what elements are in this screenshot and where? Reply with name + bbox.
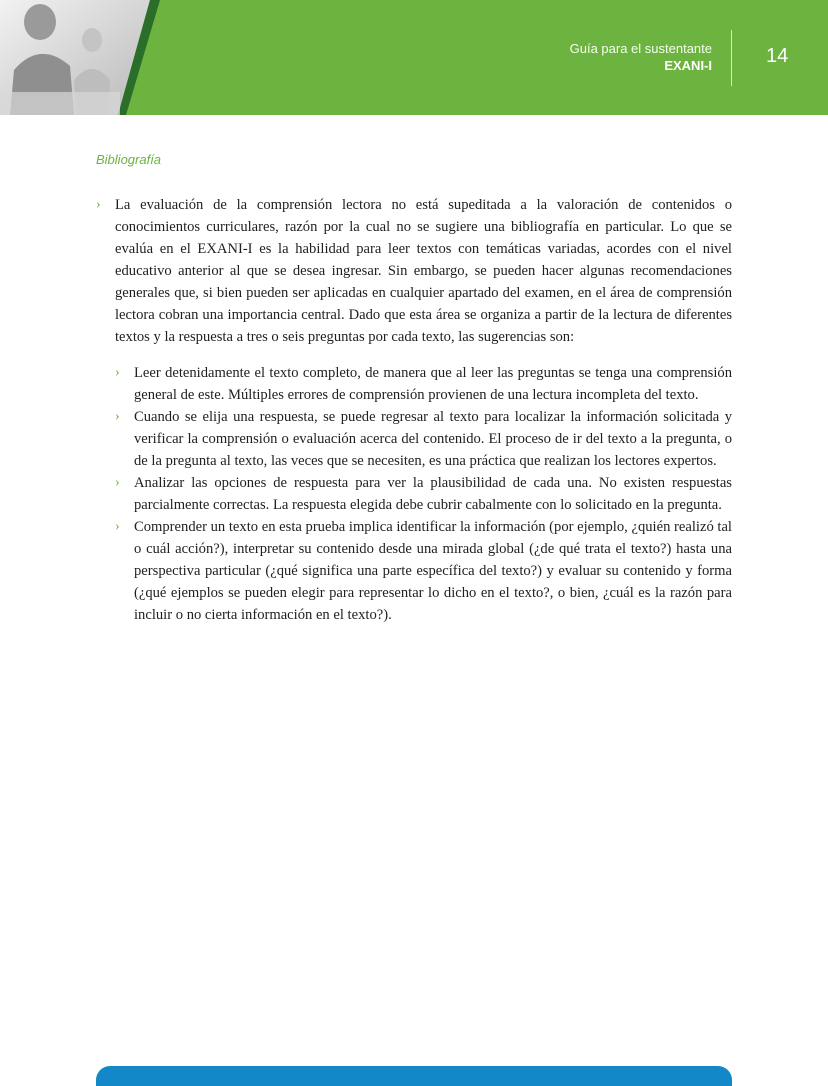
bullet-icon: › [115, 409, 120, 424]
header-titles [570, 40, 712, 74]
suggestion-text: Comprender un texto en esta prueba implica identificar la información (por ejemplo, ¿quién realizó tal o cuál acción?), interpretar su contenido desde una mirada global (¿de qué trata el texto?) hasta una perspectiva particular (¿qué significa una parte específica del texto?) y evaluar su contenido y forma (¿qué ejemplos se pueden elegir para representar lo dicho en el texto?, o bien, ¿cuál es la razón para incluir o no cierta información en el texto?). [134, 519, 732, 623]
suggestion-text: Analizar las opciones de respuesta para ver la plausibilidad de cada una. No existen respuestas parcialmente correctas. La respuesta elegida debe cubrir cabalmente con lo solicitado en la pregunta. [134, 475, 732, 513]
body-content [96, 194, 732, 626]
bullet-icon: › [115, 365, 120, 380]
suggestion-text: Leer detenidamente el texto completo, de manera que al leer las preguntas se tenga una comprensión general de este. Múltiples errores de comprensión provienen de una lectura incompleta del texto. [134, 365, 732, 403]
intro-text: La evaluación de la comprensión lectora no está supeditada a la valoración de contenidos o conocimientos curriculares, razón por la cual no se sugiere una bibliografía en particular. Lo que se evalúa en el EXANI-I es la habilidad para leer textos con temáticas variadas, acordes con el nivel educativo anterior al que se desea ingresar. Sin embargo, se pueden hacer algunas recomendaciones generales que, si bien pueden ser aplicadas en cualquier apartado del examen, en el área de comprensión lectora cobran una importancia central. Dado que esta área se organiza a partir de la lectura de diferentes textos y la respuesta a tres o seis preguntas por cada texto, las sugerencias son: [115, 197, 732, 345]
suggestion-text: Cuando se elija una respuesta, se puede regresar al texto para localizar la información solicitada y verificar la comprensión o evaluación acerca del contenido. El proceso de ir del texto a la pregunta, o de la pregunta al texto, las veces que se necesiten, es una práctica que realizan los lectores expertos. [134, 409, 732, 469]
list-item [96, 516, 732, 626]
intro-paragraph [96, 194, 732, 348]
guide-label: Guía para el sustentante [569, 41, 712, 56]
footer-bar [96, 1066, 732, 1086]
list-item [96, 406, 732, 472]
exam-label: EXANI-I [664, 58, 712, 73]
page-header [0, 0, 828, 115]
bullet-icon: › [115, 475, 120, 490]
list-item [96, 472, 732, 516]
students-photo [0, 0, 170, 115]
section-title: Bibliografía [96, 152, 162, 167]
list-item [96, 362, 732, 406]
bullet-icon: › [96, 197, 101, 212]
bullet-icon: › [115, 519, 120, 534]
header-divider [731, 30, 732, 86]
page-number: 14 [766, 45, 789, 67]
suggestions-list [96, 362, 732, 626]
